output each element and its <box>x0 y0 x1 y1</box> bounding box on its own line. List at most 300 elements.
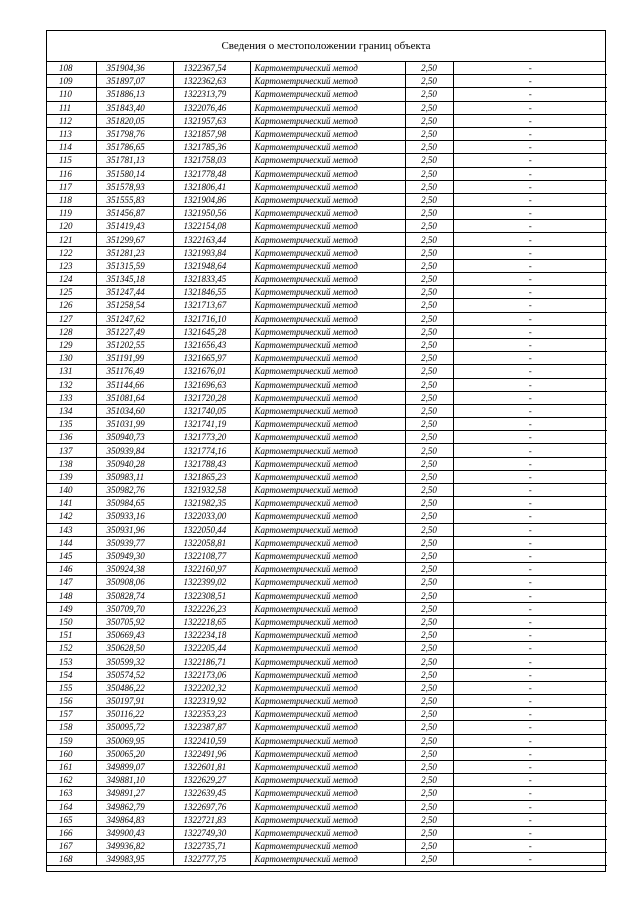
cell-note: - <box>453 760 607 773</box>
cell-coord-x: 350116,22 <box>96 708 173 721</box>
cell-point-number: 154 <box>47 668 96 681</box>
cell-coord-x: 351299,67 <box>96 233 173 246</box>
table-row <box>47 708 607 721</box>
table-row <box>47 549 607 562</box>
cell-method: Картометрический метод <box>250 510 405 523</box>
cell-coord-y: 1322050,44 <box>173 523 250 536</box>
cell-note: - <box>453 602 607 615</box>
document-title: Сведения о местоположении границ объекта <box>47 31 605 62</box>
cell-accuracy: 2,50 <box>405 233 453 246</box>
cell-method: Картометрический метод <box>250 101 405 114</box>
cell-method: Картометрический метод <box>250 378 405 391</box>
cell-accuracy: 2,50 <box>405 760 453 773</box>
cell-coord-x: 351419,43 <box>96 220 173 233</box>
cell-coord-y: 1321656,43 <box>173 338 250 351</box>
cell-point-number: 131 <box>47 365 96 378</box>
cell-accuracy: 2,50 <box>405 62 453 75</box>
cell-method: Картометрический метод <box>250 734 405 747</box>
cell-method: Картометрический метод <box>250 695 405 708</box>
cell-accuracy: 2,50 <box>405 325 453 338</box>
cell-coord-x: 351176,49 <box>96 365 173 378</box>
cell-coord-x: 350940,73 <box>96 431 173 444</box>
cell-coord-x: 351281,23 <box>96 246 173 259</box>
cell-point-number: 123 <box>47 259 96 272</box>
cell-note: - <box>453 286 607 299</box>
cell-method: Картометрический метод <box>250 220 405 233</box>
cell-note: - <box>453 193 607 206</box>
cell-note: - <box>453 721 607 734</box>
cell-coord-y: 1322308,51 <box>173 589 250 602</box>
table-row <box>47 457 607 470</box>
table-row <box>47 391 607 404</box>
cell-point-number: 155 <box>47 681 96 694</box>
cell-accuracy: 2,50 <box>405 88 453 101</box>
cell-accuracy: 2,50 <box>405 391 453 404</box>
table-row <box>47 589 607 602</box>
table-row <box>47 233 607 246</box>
cell-note: - <box>453 338 607 351</box>
cell-coord-x: 349881,10 <box>96 774 173 787</box>
table-row <box>47 734 607 747</box>
cell-method: Картометрический метод <box>250 457 405 470</box>
cell-coord-x: 350599,32 <box>96 655 173 668</box>
cell-coord-y: 1322353,23 <box>173 708 250 721</box>
cell-point-number: 167 <box>47 840 96 853</box>
cell-note: - <box>453 576 607 589</box>
table-row <box>47 273 607 286</box>
cell-method: Картометрический метод <box>250 193 405 206</box>
table-row <box>47 88 607 101</box>
table-row <box>47 642 607 655</box>
table-row <box>47 299 607 312</box>
cell-accuracy: 2,50 <box>405 312 453 325</box>
cell-accuracy: 2,50 <box>405 404 453 417</box>
cell-method: Картометрический метод <box>250 497 405 510</box>
cell-note: - <box>453 655 607 668</box>
cell-method: Картометрический метод <box>250 273 405 286</box>
cell-note: - <box>453 734 607 747</box>
cell-coord-x: 350908,06 <box>96 576 173 589</box>
table-row <box>47 813 607 826</box>
cell-point-number: 133 <box>47 391 96 404</box>
table-row <box>47 615 607 628</box>
cell-coord-y: 1321696,63 <box>173 378 250 391</box>
table-row <box>47 536 607 549</box>
cell-accuracy: 2,50 <box>405 141 453 154</box>
cell-coord-y: 1321788,43 <box>173 457 250 470</box>
cell-coord-x: 349891,27 <box>96 787 173 800</box>
cell-method: Картометрический метод <box>250 602 405 615</box>
cell-note: - <box>453 563 607 576</box>
cell-coord-x: 349900,43 <box>96 826 173 839</box>
cell-coord-y: 1322186,71 <box>173 655 250 668</box>
cell-method: Картометрический метод <box>250 681 405 694</box>
cell-point-number: 115 <box>47 154 96 167</box>
cell-point-number: 138 <box>47 457 96 470</box>
cell-point-number: 150 <box>47 615 96 628</box>
cell-point-number: 134 <box>47 404 96 417</box>
cell-coord-x: 351786,65 <box>96 141 173 154</box>
table-row <box>47 431 607 444</box>
cell-accuracy: 2,50 <box>405 101 453 114</box>
cell-method: Картометрический метод <box>250 563 405 576</box>
cell-note: - <box>453 800 607 813</box>
cell-note: - <box>453 747 607 760</box>
table-row <box>47 193 607 206</box>
cell-point-number: 164 <box>47 800 96 813</box>
cell-method: Картометрический метод <box>250 62 405 75</box>
cell-accuracy: 2,50 <box>405 800 453 813</box>
cell-note: - <box>453 418 607 431</box>
cell-note: - <box>453 233 607 246</box>
cell-point-number: 136 <box>47 431 96 444</box>
cell-coord-x: 351247,62 <box>96 312 173 325</box>
cell-accuracy: 2,50 <box>405 734 453 747</box>
cell-point-number: 135 <box>47 418 96 431</box>
table-row <box>47 62 607 75</box>
cell-point-number: 113 <box>47 127 96 140</box>
table-row <box>47 180 607 193</box>
cell-point-number: 117 <box>47 180 96 193</box>
cell-accuracy: 2,50 <box>405 549 453 562</box>
cell-note: - <box>453 523 607 536</box>
cell-note: - <box>453 840 607 853</box>
cell-accuracy: 2,50 <box>405 365 453 378</box>
cell-coord-x: 350669,43 <box>96 629 173 642</box>
cell-method: Картометрический метод <box>250 536 405 549</box>
cell-coord-y: 1321833,45 <box>173 273 250 286</box>
cell-accuracy: 2,50 <box>405 721 453 734</box>
cell-point-number: 116 <box>47 167 96 180</box>
cell-coord-x: 350065,20 <box>96 747 173 760</box>
table-row <box>47 312 607 325</box>
cell-method: Картометрический метод <box>250 470 405 483</box>
cell-coord-x: 351227,49 <box>96 325 173 338</box>
cell-point-number: 144 <box>47 536 96 549</box>
cell-note: - <box>453 826 607 839</box>
cell-point-number: 160 <box>47 747 96 760</box>
cell-point-number: 156 <box>47 695 96 708</box>
cell-point-number: 168 <box>47 853 96 866</box>
cell-point-number: 159 <box>47 734 96 747</box>
cell-note: - <box>453 167 607 180</box>
cell-method: Картометрический метод <box>250 589 405 602</box>
cell-point-number: 142 <box>47 510 96 523</box>
cell-coord-x: 350486,22 <box>96 681 173 694</box>
cell-note: - <box>453 536 607 549</box>
cell-note: - <box>453 127 607 140</box>
cell-method: Картометрический метод <box>250 615 405 628</box>
cell-coord-y: 1322076,46 <box>173 101 250 114</box>
cell-method: Картометрический метод <box>250 721 405 734</box>
cell-coord-y: 1321865,23 <box>173 470 250 483</box>
cell-method: Картометрический метод <box>250 787 405 800</box>
cell-note: - <box>453 470 607 483</box>
cell-coord-y: 1322234,18 <box>173 629 250 642</box>
cell-note: - <box>453 549 607 562</box>
cell-note: - <box>453 615 607 628</box>
cell-accuracy: 2,50 <box>405 167 453 180</box>
cell-coord-y: 1322749,30 <box>173 826 250 839</box>
cell-coord-x: 350828,74 <box>96 589 173 602</box>
cell-accuracy: 2,50 <box>405 75 453 88</box>
cell-note: - <box>453 774 607 787</box>
cell-accuracy: 2,50 <box>405 826 453 839</box>
table-row <box>47 286 607 299</box>
cell-point-number: 140 <box>47 484 96 497</box>
cell-note: - <box>453 312 607 325</box>
cell-coord-x: 351843,40 <box>96 101 173 114</box>
table-row <box>47 668 607 681</box>
cell-point-number: 122 <box>47 246 96 259</box>
cell-method: Картометрический метод <box>250 88 405 101</box>
cell-point-number: 153 <box>47 655 96 668</box>
cell-coord-y: 1321716,10 <box>173 312 250 325</box>
cell-method: Картометрический метод <box>250 233 405 246</box>
cell-coord-x: 351798,76 <box>96 127 173 140</box>
cell-method: Картометрический метод <box>250 655 405 668</box>
cell-note: - <box>453 444 607 457</box>
cell-method: Картометрический метод <box>250 127 405 140</box>
cell-note: - <box>453 668 607 681</box>
cell-coord-x: 351904,36 <box>96 62 173 75</box>
table-row <box>47 774 607 787</box>
cell-point-number: 111 <box>47 101 96 114</box>
cell-note: - <box>453 510 607 523</box>
cell-note: - <box>453 642 607 655</box>
cell-method: Картометрический метод <box>250 299 405 312</box>
cell-accuracy: 2,50 <box>405 338 453 351</box>
table-row <box>47 259 607 272</box>
cell-coord-y: 1321846,55 <box>173 286 250 299</box>
cell-note: - <box>453 101 607 114</box>
cell-coord-y: 1321932,58 <box>173 484 250 497</box>
cell-coord-x: 351144,66 <box>96 378 173 391</box>
table-row <box>47 840 607 853</box>
cell-accuracy: 2,50 <box>405 220 453 233</box>
cell-point-number: 126 <box>47 299 96 312</box>
cell-method: Картометрический метод <box>250 708 405 721</box>
cell-method: Картометрический метод <box>250 352 405 365</box>
cell-coord-y: 1321774,16 <box>173 444 250 457</box>
table-row <box>47 681 607 694</box>
cell-method: Картометрический метод <box>250 444 405 457</box>
cell-method: Картометрический метод <box>250 826 405 839</box>
cell-note: - <box>453 365 607 378</box>
cell-accuracy: 2,50 <box>405 286 453 299</box>
cell-accuracy: 2,50 <box>405 695 453 708</box>
table-row <box>47 826 607 839</box>
cell-accuracy: 2,50 <box>405 418 453 431</box>
cell-coord-y: 1321982,35 <box>173 497 250 510</box>
cell-coord-x: 350924,38 <box>96 563 173 576</box>
table-row <box>47 418 607 431</box>
cell-method: Картометрический метод <box>250 523 405 536</box>
cell-point-number: 132 <box>47 378 96 391</box>
cell-point-number: 124 <box>47 273 96 286</box>
cell-coord-x: 350949,30 <box>96 549 173 562</box>
cell-coord-y: 1322777,75 <box>173 853 250 866</box>
table-row <box>47 378 607 391</box>
cell-note: - <box>453 378 607 391</box>
cell-coord-y: 1322160,97 <box>173 563 250 576</box>
table-row <box>47 246 607 259</box>
cell-point-number: 147 <box>47 576 96 589</box>
cell-coord-x: 349936,82 <box>96 840 173 853</box>
cell-coord-y: 1322313,79 <box>173 88 250 101</box>
cell-accuracy: 2,50 <box>405 563 453 576</box>
cell-point-number: 127 <box>47 312 96 325</box>
cell-point-number: 118 <box>47 193 96 206</box>
cell-coord-x: 351578,93 <box>96 180 173 193</box>
cell-accuracy: 2,50 <box>405 484 453 497</box>
cell-coord-y: 1322367,54 <box>173 62 250 75</box>
cell-point-number: 130 <box>47 352 96 365</box>
cell-coord-x: 350069,95 <box>96 734 173 747</box>
cell-coord-x: 350983,11 <box>96 470 173 483</box>
cell-coord-x: 350931,96 <box>96 523 173 536</box>
cell-coord-y: 1321806,41 <box>173 180 250 193</box>
cell-coord-y: 1321950,56 <box>173 207 250 220</box>
cell-coord-y: 1322697,76 <box>173 800 250 813</box>
cell-coord-y: 1321957,63 <box>173 114 250 127</box>
cell-coord-x: 350933,16 <box>96 510 173 523</box>
cell-point-number: 146 <box>47 563 96 576</box>
cell-coord-y: 1321758,03 <box>173 154 250 167</box>
cell-coord-y: 1322218,65 <box>173 615 250 628</box>
document-frame <box>46 30 606 872</box>
table-row <box>47 695 607 708</box>
cell-coord-y: 1322387,87 <box>173 721 250 734</box>
cell-method: Картометрический метод <box>250 484 405 497</box>
cell-accuracy: 2,50 <box>405 127 453 140</box>
cell-accuracy: 2,50 <box>405 154 453 167</box>
cell-coord-x: 351191,99 <box>96 352 173 365</box>
cell-note: - <box>453 708 607 721</box>
table-row <box>47 510 607 523</box>
cell-coord-x: 351555,83 <box>96 193 173 206</box>
table-row <box>47 154 607 167</box>
cell-coord-y: 1322173,06 <box>173 668 250 681</box>
cell-method: Картометрический метод <box>250 114 405 127</box>
cell-accuracy: 2,50 <box>405 259 453 272</box>
cell-coord-x: 351456,87 <box>96 207 173 220</box>
cell-coord-y: 1322491,96 <box>173 747 250 760</box>
cell-point-number: 129 <box>47 338 96 351</box>
cell-accuracy: 2,50 <box>405 273 453 286</box>
cell-accuracy: 2,50 <box>405 840 453 853</box>
cell-accuracy: 2,50 <box>405 642 453 655</box>
cell-point-number: 114 <box>47 141 96 154</box>
cell-note: - <box>453 62 607 75</box>
cell-method: Картометрический метод <box>250 668 405 681</box>
cell-accuracy: 2,50 <box>405 853 453 866</box>
cell-coord-x: 350984,65 <box>96 497 173 510</box>
cell-accuracy: 2,50 <box>405 774 453 787</box>
table-row <box>47 444 607 457</box>
cell-coord-y: 1321857,98 <box>173 127 250 140</box>
cell-note: - <box>453 273 607 286</box>
cell-note: - <box>453 220 607 233</box>
cell-note: - <box>453 75 607 88</box>
cell-coord-x: 351031,99 <box>96 418 173 431</box>
cell-coord-y: 1322163,44 <box>173 233 250 246</box>
cell-coord-y: 1321741,19 <box>173 418 250 431</box>
cell-coord-y: 1322410,59 <box>173 734 250 747</box>
cell-method: Картометрический метод <box>250 840 405 853</box>
table-row <box>47 404 607 417</box>
cell-point-number: 162 <box>47 774 96 787</box>
cell-accuracy: 2,50 <box>405 378 453 391</box>
cell-coord-x: 351580,14 <box>96 167 173 180</box>
cell-point-number: 109 <box>47 75 96 88</box>
cell-note: - <box>453 141 607 154</box>
cell-method: Картометрический метод <box>250 246 405 259</box>
cell-coord-x: 350939,84 <box>96 444 173 457</box>
cell-coord-y: 1321713,67 <box>173 299 250 312</box>
cell-method: Картометрический метод <box>250 774 405 787</box>
cell-note: - <box>453 114 607 127</box>
cell-coord-y: 1321720,28 <box>173 391 250 404</box>
cell-note: - <box>453 325 607 338</box>
cell-method: Картометрический метод <box>250 629 405 642</box>
cell-coord-y: 1322639,45 <box>173 787 250 800</box>
cell-coord-x: 350709,70 <box>96 602 173 615</box>
cell-accuracy: 2,50 <box>405 352 453 365</box>
cell-accuracy: 2,50 <box>405 655 453 668</box>
cell-accuracy: 2,50 <box>405 114 453 127</box>
cell-accuracy: 2,50 <box>405 681 453 694</box>
table-row <box>47 220 607 233</box>
cell-method: Картометрический метод <box>250 75 405 88</box>
cell-method: Картометрический метод <box>250 325 405 338</box>
cell-point-number: 166 <box>47 826 96 839</box>
cell-point-number: 143 <box>47 523 96 536</box>
cell-point-number: 161 <box>47 760 96 773</box>
table-row <box>47 470 607 483</box>
cell-coord-y: 1321778,48 <box>173 167 250 180</box>
cell-method: Картометрический метод <box>250 431 405 444</box>
table-row <box>47 114 607 127</box>
table-row <box>47 747 607 760</box>
cell-point-number: 112 <box>47 114 96 127</box>
table-row <box>47 655 607 668</box>
cell-note: - <box>453 457 607 470</box>
cell-coord-y: 1322399,02 <box>173 576 250 589</box>
cell-note: - <box>453 207 607 220</box>
table-row <box>47 207 607 220</box>
cell-coord-y: 1321740,05 <box>173 404 250 417</box>
cell-coord-y: 1321785,36 <box>173 141 250 154</box>
cell-accuracy: 2,50 <box>405 207 453 220</box>
cell-coord-y: 1322721,83 <box>173 813 250 826</box>
cell-note: - <box>453 497 607 510</box>
cell-method: Картометрический метод <box>250 338 405 351</box>
table-row <box>47 338 607 351</box>
cell-point-number: 120 <box>47 220 96 233</box>
cell-point-number: 149 <box>47 602 96 615</box>
cell-coord-x: 351781,13 <box>96 154 173 167</box>
cell-coord-y: 1322362,63 <box>173 75 250 88</box>
cell-method: Картометрический метод <box>250 154 405 167</box>
cell-coord-x: 350095,72 <box>96 721 173 734</box>
cell-coord-x: 349983,95 <box>96 853 173 866</box>
cell-coord-y: 1321904,86 <box>173 193 250 206</box>
cell-coord-x: 350982,76 <box>96 484 173 497</box>
cell-accuracy: 2,50 <box>405 193 453 206</box>
cell-coord-y: 1322319,92 <box>173 695 250 708</box>
cell-coord-x: 349864,83 <box>96 813 173 826</box>
